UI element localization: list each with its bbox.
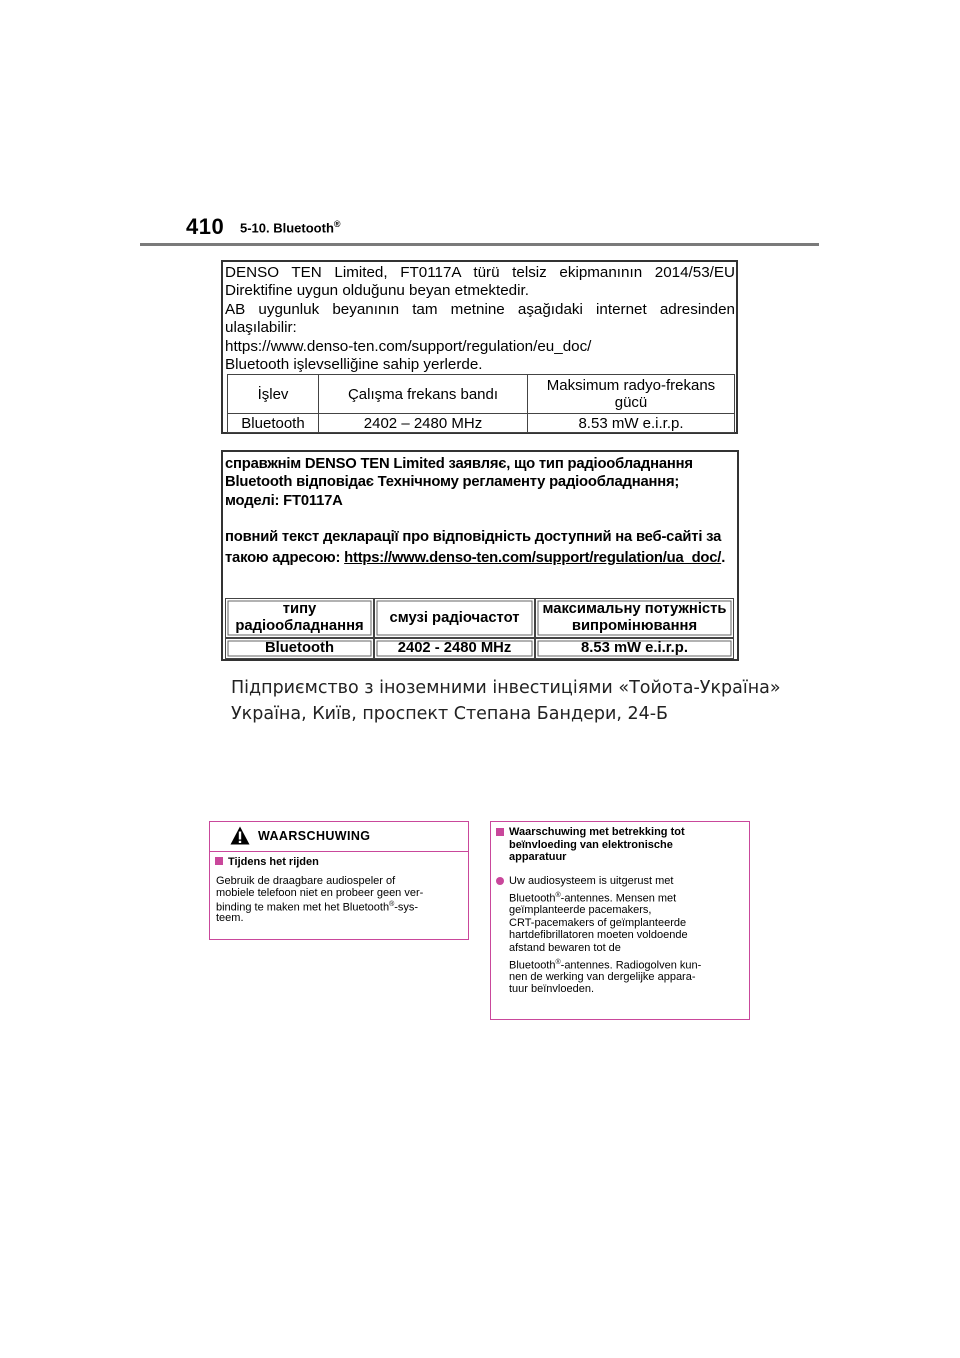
- line-text: Bluetooth: [509, 959, 556, 972]
- line-text: -antennes. Mensen met: [560, 892, 677, 905]
- interference-line: hartdefibrillatoren moeten voldoende: [509, 929, 688, 941]
- ukrainian-line: справжнім DENSO TEN Limited заявляє, що тип радіообладнання: [225, 456, 693, 472]
- table-header-cell: Çalışma frekans bandı: [319, 375, 528, 414]
- subheading-text: Tijdens het rijden: [228, 856, 319, 868]
- warning-box: [209, 821, 469, 940]
- registered-mark: ®: [555, 892, 561, 899]
- table-cell: 2402 - 2480 MHz: [374, 638, 535, 659]
- ukrainian-frequency-table: [225, 598, 734, 659]
- turkish-line: DENSO TEN Limited, FT0117A türü telsiz ekipmanının 2014/53/EU: [225, 264, 735, 281]
- turkish-declaration-box: [221, 260, 738, 434]
- url-suffix: .: [721, 550, 726, 566]
- table-header-cell: İşlev: [228, 375, 319, 414]
- table-header-cell: смузі радіочастот: [374, 598, 535, 638]
- warning-line: mobiele telefoon niet en probeer geen ver-: [216, 887, 424, 899]
- interference-heading: beïnvloeding van elektronische: [509, 839, 673, 851]
- interference-warning-box: [490, 821, 750, 1020]
- warning-title: WAARSCHUWING: [258, 829, 371, 843]
- table-header-row: [228, 375, 735, 414]
- interference-line: tuur beïnvloeden.: [509, 983, 595, 995]
- header-line: Maksimum radyo-frekans: [546, 377, 716, 394]
- header-rule: [140, 243, 819, 246]
- ukrainian-declaration-box: [221, 450, 739, 661]
- warning-line: [216, 899, 418, 914]
- header-line: максимальну потужність: [542, 601, 727, 617]
- table-cell: 8.53 mW e.i.r.p.: [528, 414, 735, 433]
- table-header-cell: [528, 375, 735, 414]
- round-bullet-icon: [496, 877, 504, 885]
- interference-line: afstand bewaren tot de: [509, 942, 621, 954]
- ukrainian-url-line: [225, 548, 725, 569]
- interference-heading: Waarschuwing met betrekking tot: [509, 826, 685, 838]
- section-title: [240, 219, 341, 235]
- registered-mark: ®: [389, 901, 395, 908]
- interference-line: [509, 957, 701, 972]
- interference-line: nen de werking van dergelijke appara-: [509, 971, 696, 983]
- warning-line: Gebruik de draagbare audiospeler of: [216, 875, 396, 887]
- table-cell: 8.53 mW e.i.r.p.: [535, 638, 734, 659]
- header-line: gücü: [614, 394, 648, 411]
- turkish-frequency-table: [227, 374, 735, 433]
- warning-triangle-icon: [230, 826, 250, 845]
- turkish-line: ulaşılabilir:: [225, 319, 297, 336]
- line-text: -antennes. Radiogolven kun-: [560, 959, 702, 972]
- turkish-line: Bluetooth işlevselliğine sahip yerlerde.: [225, 356, 483, 373]
- turkish-url: https://www.denso-ten.com/support/regulation/eu_doc/: [225, 338, 592, 355]
- page-number: 410: [186, 214, 225, 239]
- header-line: випромінювання: [571, 618, 698, 634]
- interference-line: Uw audiosysteem is uitgerust met: [509, 875, 674, 887]
- square-bullet-icon: [215, 857, 223, 865]
- line-text: -sys-: [394, 901, 419, 914]
- interference-line: geïmplanteerde pacemakers,: [509, 904, 652, 916]
- table-header-cell: [225, 598, 374, 638]
- turkish-line: Direktifine uygun olduğunu beyan etmektedir.: [225, 282, 529, 299]
- header-line: радіообладнання: [235, 618, 364, 634]
- header-line: типу: [282, 601, 317, 617]
- ukrainian-line: моделі: FT0117A: [225, 493, 343, 509]
- table-cell: Bluetooth: [225, 638, 374, 659]
- registered-mark: ®: [555, 959, 561, 966]
- warning-line: teem.: [216, 912, 244, 924]
- interference-line: CRT-pacemakers of geïmplanteerde: [509, 917, 687, 929]
- declaration-link[interactable]: https://www.denso-ten.com/support/regulation/ua_doc/: [344, 550, 722, 566]
- line-text: Bluetooth: [509, 892, 556, 905]
- turkish-line: AB uygunluk beyanının tam metnine aşağıdaki internet adresinden: [225, 301, 735, 318]
- interference-heading: apparatuur: [509, 851, 567, 863]
- line-text: binding te maken met het Bluetooth: [216, 901, 390, 914]
- table-row: [225, 638, 734, 659]
- ukrainian-line: Bluetooth відповідає Технічному регламенту радіообладнання;: [225, 474, 680, 490]
- table-cell: Bluetooth: [228, 414, 319, 433]
- warning-header: [210, 822, 468, 852]
- square-bullet-icon: [496, 828, 504, 836]
- ukrainian-line: повний текст декларації про відповідність доступний на веб-сайті за: [225, 529, 722, 545]
- importer-address: Україна, Київ, проспект Степана Бандери, 24-Б: [231, 704, 669, 724]
- section-title-text: 5-10. Bluetooth: [240, 220, 334, 236]
- warning-subheading: [215, 856, 319, 868]
- ukrainian-line: такою адресою:: [225, 550, 345, 566]
- table-row: [228, 414, 735, 433]
- interference-line: [509, 890, 676, 905]
- registered-mark: ®: [333, 219, 341, 229]
- table-header-cell: [535, 598, 734, 638]
- table-header-row: [225, 598, 734, 638]
- table-cell: 2402 – 2480 MHz: [319, 414, 528, 433]
- importer-name: Підприємство з іноземними інвестиціями «Тойота-Україна»: [231, 678, 781, 698]
